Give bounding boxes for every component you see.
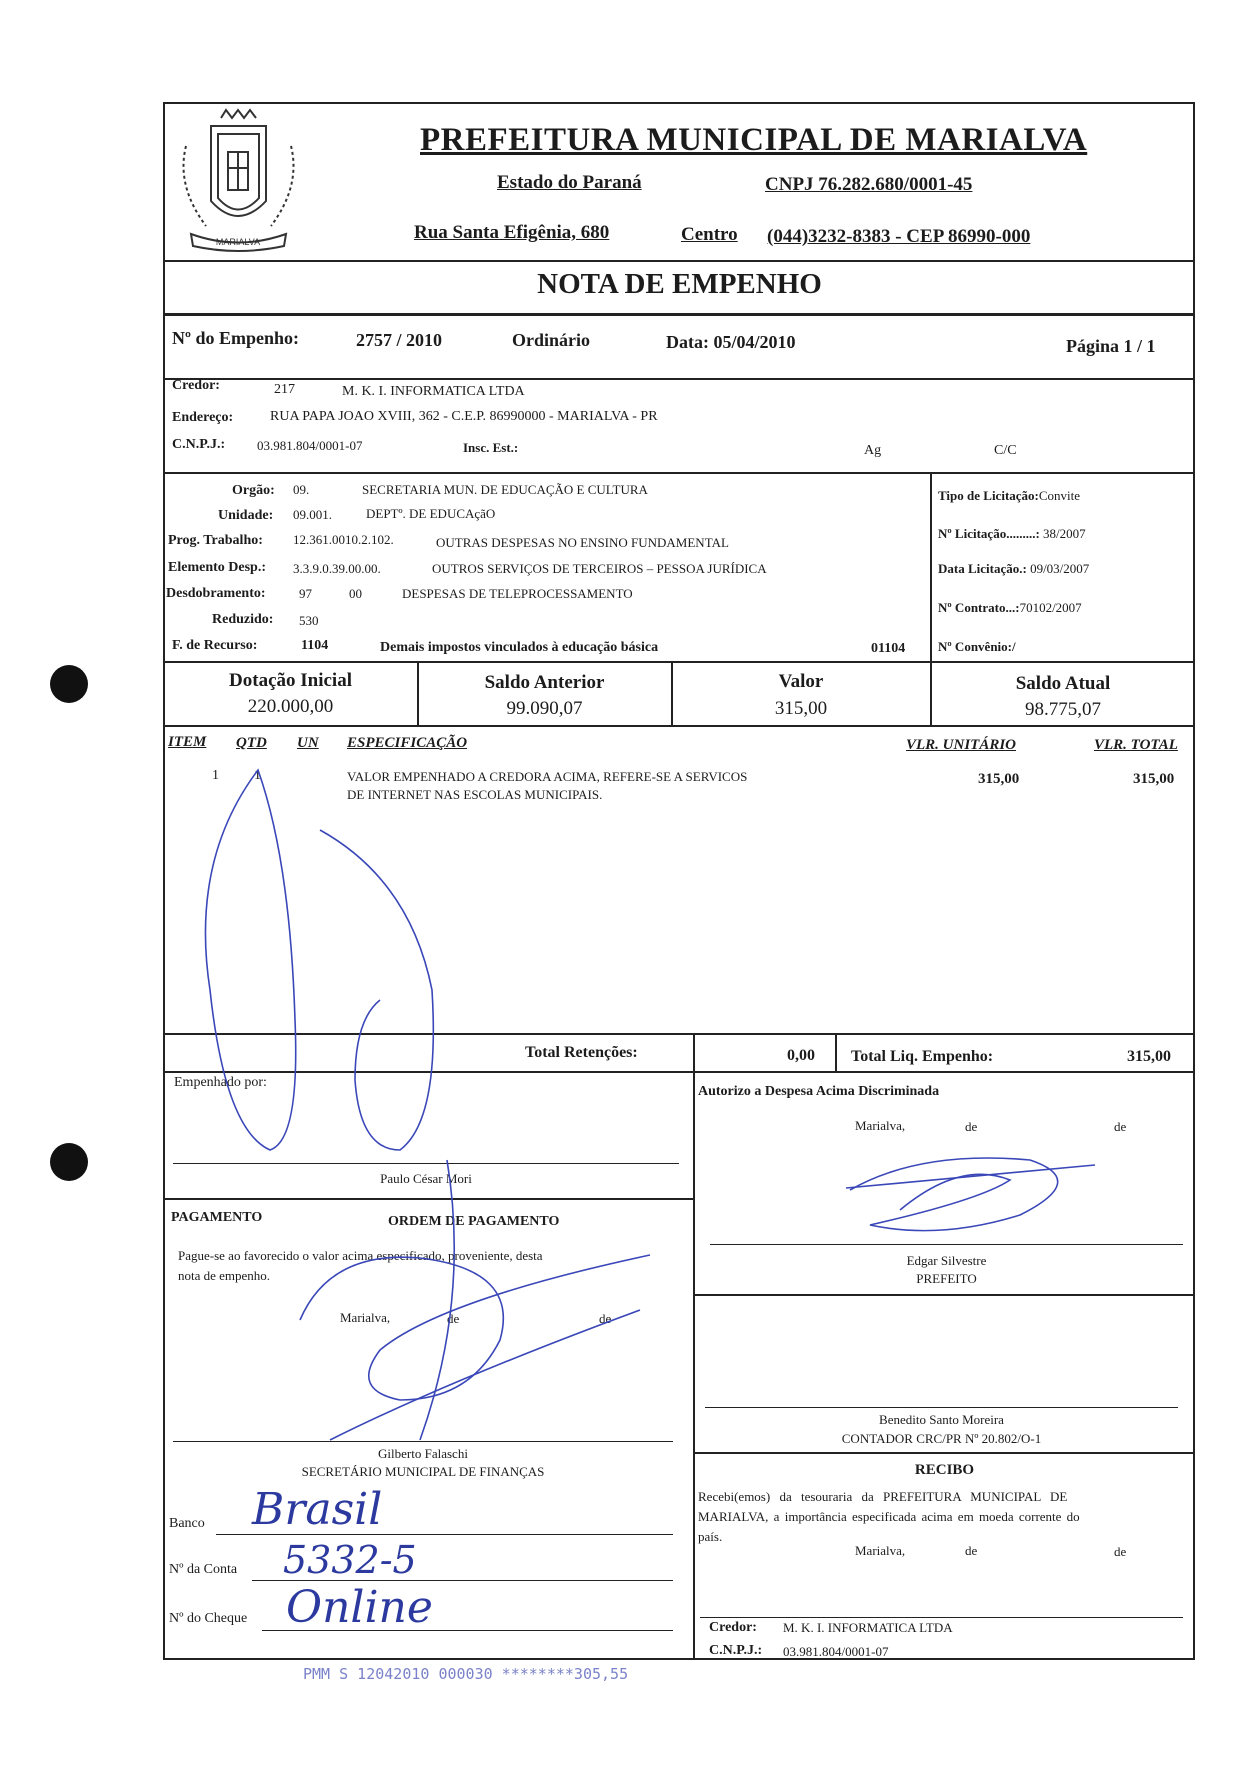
signature-line [173, 1163, 679, 1164]
unidade-label: Unidade: [218, 508, 274, 523]
pagamento-place: Marialva, [340, 1310, 391, 1325]
recibo-de-1: de [965, 1543, 978, 1558]
cc-label: C/C [994, 443, 1017, 458]
payment-stamp: PMM S 12042010 000030 ********305,55 [303, 1665, 629, 1683]
header-district: Centro [681, 224, 738, 245]
cnpj-label: C.N.P.J.: [172, 437, 226, 452]
recibo-cnpj: 03.981.804/0001-07 [783, 1644, 889, 1659]
ordem-pagamento-label: ORDEM DE PAGAMENTO [388, 1214, 560, 1229]
contador-title: CONTADOR CRC/PR Nº 20.802/O-1 [841, 1431, 1042, 1446]
signature-line [700, 1617, 1183, 1618]
conta-handwriting: 5332-5 [283, 1538, 417, 1582]
col-unit-header: VLR. UNITÁRIO [906, 737, 1017, 753]
unidade-code: 09.001. [293, 507, 332, 522]
pagamento-de-2: de [599, 1311, 612, 1326]
header-street: Rua Santa Efigênia, 680 [414, 222, 610, 243]
divider [694, 1294, 1195, 1296]
divider [930, 473, 932, 661]
divider [164, 661, 1195, 663]
desdobramento-desc: DESPESAS DE TELEPROCESSAMENTO [402, 586, 633, 601]
recibo-text-1: Recebi(emos) da tesouraria da PREFEITURA MUNICIPAL DE [698, 1489, 1068, 1504]
punch-hole-bottom [50, 1143, 88, 1181]
recurso-label: F. de Recurso: [172, 638, 258, 653]
retencoes-label: Total Retenções: [525, 1044, 638, 1061]
empenho-number: 2757 / 2010 [356, 330, 443, 350]
licitacao-number-label [938, 526, 1086, 542]
autorizo-label: Autorizo a Despesa Acima Discriminada [698, 1084, 940, 1099]
col-qtd-header: QTD [236, 735, 267, 751]
header-cnpj: CNPJ 76.282.680/0001-45 [765, 174, 973, 195]
dotacao-inicial-value: 220.000,00 [247, 696, 334, 717]
signature-line [710, 1244, 1183, 1245]
cheque-handwriting: Online [286, 1582, 433, 1633]
row-item: 1 [212, 768, 219, 783]
divider [164, 1198, 694, 1200]
autorizo-de-2: de [1114, 1119, 1127, 1134]
dotacao-inicial-label: Dotação Inicial [229, 670, 352, 691]
elemento-code: 3.3.9.0.39.00.00. [293, 561, 381, 576]
orgao-desc: SECRETARIA MUN. DE EDUCAÇÃO E CULTURA [362, 482, 648, 497]
recibo-de-2: de [1114, 1544, 1127, 1559]
row-total-value: 315,00 [1133, 771, 1175, 787]
document-title: NOTA DE EMPENHO [537, 268, 822, 300]
recibo-place: Marialva, [855, 1543, 906, 1558]
orgao-code: 09. [293, 482, 310, 497]
licitacao-number-label-text: Nº Licitação.........: [938, 526, 1040, 541]
banco-label: Banco [169, 1516, 205, 1531]
licitacao-date: 09/03/2007 [1030, 561, 1090, 576]
recibo-text-2: MARIALVA, a importância especificada acima em moeda corrente do [698, 1509, 1080, 1524]
prog-desc: OUTRAS DESPESAS NO ENSINO FUNDAMENTAL [436, 535, 729, 550]
divider [164, 725, 1195, 727]
row-unit-value: 315,00 [978, 771, 1020, 787]
crest-icon [166, 106, 311, 258]
recurso-code-2: 01104 [871, 641, 906, 656]
saldo-atual-value: 98.775,07 [1025, 699, 1101, 720]
desdobramento-sub: 00 [349, 586, 362, 601]
secretario-title: SECRETÁRIO MUNICIPAL DE FINANÇAS [301, 1464, 545, 1479]
contador-name: Benedito Santo Moreira [879, 1412, 1004, 1427]
desdobramento-label: Desdobramento: [166, 586, 266, 601]
empenho-type: Ordinário [512, 330, 591, 350]
state-name: Estado do Paraná [497, 172, 642, 193]
credor-name: M. K. I. INFORMATICA LTDA [342, 384, 525, 399]
divider [693, 1034, 695, 1071]
divider [164, 1071, 1195, 1073]
prog-label: Prog. Trabalho: [168, 533, 263, 548]
licitacao-type-label [938, 488, 1080, 504]
valor-value: 315,00 [774, 698, 828, 719]
empenho-date: Data: 05/04/2010 [666, 332, 796, 352]
punch-hole-top [50, 665, 88, 703]
municipality-title: PREFEITURA MUNICIPAL DE MARIALVA [420, 122, 1088, 158]
prefeito-title: PREFEITO [916, 1271, 977, 1286]
licitacao-date-label-text: Data Licitação.: [938, 561, 1027, 576]
pagamento-de-1: de [447, 1311, 460, 1326]
recurso-code: 1104 [301, 638, 329, 653]
secretario-name: Gilberto Falaschi [378, 1446, 468, 1461]
saldo-atual-label: Saldo Atual [1015, 673, 1111, 694]
credor-cnpj: 03.981.804/0001-07 [257, 438, 363, 453]
recibo-title: RECIBO [914, 1462, 975, 1478]
ag-label: Ag [864, 443, 882, 458]
recurso-desc: Demais impostos vinculados à educação básica [380, 640, 659, 655]
recibo-credor: M. K. I. INFORMATICA LTDA [783, 1620, 953, 1635]
licitacao-date-label [938, 561, 1089, 577]
header-phone-cep: (044)3232-8383 - CEP 86990-000 [767, 226, 1031, 247]
pagamento-text-1: Pague-se ao favorecido o valor acima especificado, proveniente, desta [178, 1248, 543, 1263]
recibo-credor-label: Credor: [709, 1620, 757, 1635]
licitacao-type: Convite [1038, 488, 1081, 503]
pagamento-text-2: nota de empenho. [178, 1268, 271, 1283]
col-un-header: UN [297, 735, 319, 751]
contrato-label-text: Nº Contrato...: [938, 600, 1020, 615]
row-qtd: 1 [254, 768, 261, 783]
empenhado-name: Paulo César Mori [380, 1171, 472, 1186]
row-spec-line-1: VALOR EMPENHADO A CREDORA ACIMA, REFERE-SE A SERVICOS [347, 769, 748, 784]
prefeito-name: Edgar Silvestre [906, 1253, 987, 1268]
crest-label: MARIALVA [215, 237, 261, 247]
valor-label: Valor [778, 671, 824, 692]
divider [164, 1033, 1195, 1035]
credor-label: Credor: [172, 378, 220, 393]
orgao-label: Orgão: [232, 483, 275, 498]
divider [164, 260, 1195, 262]
divider [693, 1072, 695, 1660]
cheque-label: Nº do Cheque [169, 1611, 248, 1626]
conta-label: Nº da Conta [169, 1562, 238, 1577]
reduzido-code: 530 [299, 613, 319, 628]
saldo-anterior-value: 99.090,07 [506, 698, 583, 719]
signature-line [173, 1441, 673, 1442]
divider [164, 472, 1195, 474]
liquido-value: 315,00 [1127, 1048, 1171, 1065]
divider [164, 313, 1195, 316]
recibo-text-3: país. [698, 1529, 723, 1544]
page-number: Página 1 / 1 [1066, 336, 1156, 356]
row-spec-line-2: DE INTERNET NAS ESCOLAS MUNICIPAIS. [347, 787, 603, 802]
autorizo-place: Marialva, [855, 1118, 906, 1133]
divider [835, 1034, 837, 1071]
elemento-desc: OUTROS SERVIÇOS DE TERCEIROS – PESSOA JURÍDICA [432, 561, 767, 576]
liquido-label: Total Liq. Empenho: [851, 1048, 994, 1065]
desdobramento-code: 97 [299, 586, 312, 601]
col-spec-header: ESPECIFICAÇÃO [347, 735, 468, 751]
signature-line [705, 1407, 1178, 1408]
saldo-anterior-label: Saldo Anterior [484, 672, 605, 693]
retencoes-value: 0,00 [787, 1047, 815, 1064]
credor-address: RUA PAPA JOAO XVIII, 362 - C.E.P. 86990000 - MARIALVA - PR [270, 409, 658, 424]
insc-est-label: Insc. Est.: [463, 440, 519, 455]
divider [694, 1452, 1195, 1454]
prog-code: 12.361.0010.2.102. [293, 532, 394, 547]
banco-handwriting: Brasil [252, 1484, 383, 1535]
col-item-header: ITEM [168, 734, 207, 750]
divider [164, 378, 1195, 380]
autorizo-de-1: de [965, 1119, 978, 1134]
reduzido-label: Reduzido: [212, 612, 274, 627]
col-total-header: VLR. TOTAL [1094, 737, 1178, 753]
recibo-cnpj-label: C.N.P.J.: [709, 1643, 763, 1658]
convenio-label: Nº Convênio:/ [938, 639, 1016, 654]
empenho-number-label: Nº do Empenho: [172, 328, 299, 348]
pagamento-label: PAGAMENTO [171, 1210, 263, 1225]
licitacao-type-label-text: Tipo de Licitação: [938, 488, 1039, 503]
contrato-number: 70102/2007 [1019, 600, 1082, 615]
credor-code: 217 [274, 382, 295, 397]
licitacao-number: 38/2007 [1043, 526, 1086, 541]
empenhado-label: Empenhado por: [174, 1075, 267, 1090]
address-label: Endereço: [172, 410, 234, 425]
elemento-label: Elemento Desp.: [168, 560, 266, 575]
contrato-label [938, 600, 1082, 616]
unidade-desc: DEPTº. DE EDUCAçãO [366, 506, 496, 521]
